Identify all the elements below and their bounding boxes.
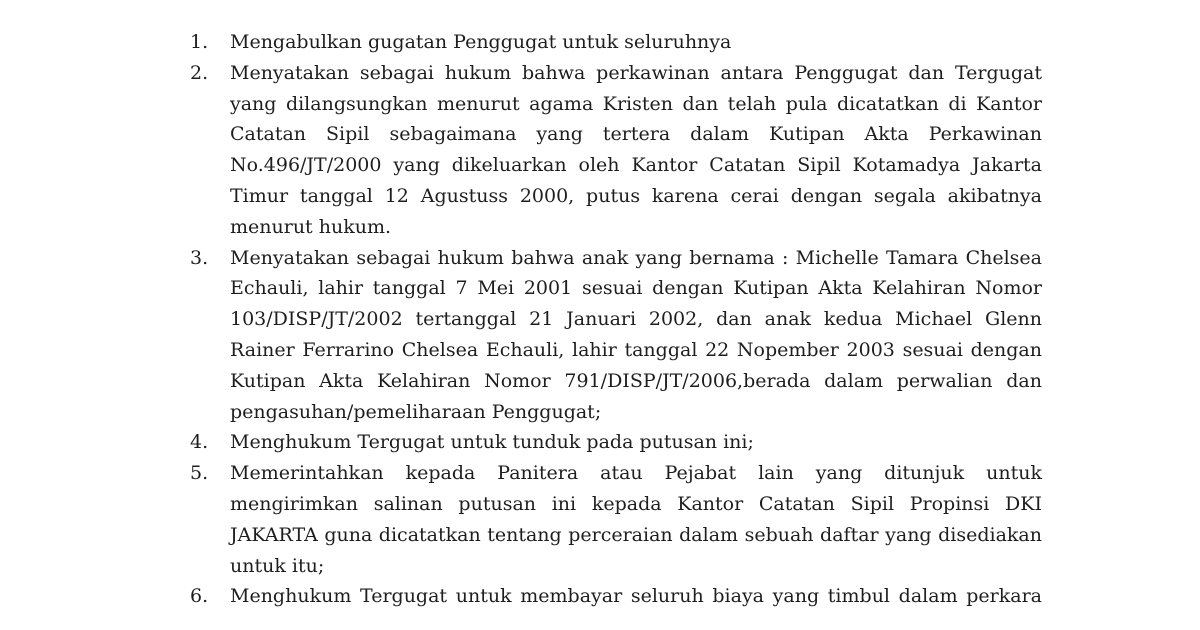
list-item: [190, 581, 1042, 612]
item-number: 3.: [190, 246, 209, 269]
item-text: Menghukum Tergugat untuk membayar seluruh biaya yang timbul dalam perkara: [230, 585, 1042, 608]
item-text: Menyatakan sebagai hukum bahwa anak yang bernama : Michelle Tamara Chelsea Echauli, lahir tanggal 7 Mei 2001 sesuai dengan Kutipan Akta Kelahiran Nomor 103/DISP/JT/2002 tertanggal 21 Januari 2002, dan anak kedua Michael Glenn Rainer Ferrarino Chelsea Echauli, lahir tanggal 22 Nopember 2003 sesuai dengan Kutipan Akta Kelahiran Nomor 791/DISP/JT/2006,berada dalam perwalian dan pengasuhan/pemeliharaan Penggugat;: [230, 246, 1042, 423]
item-number: 5.: [190, 462, 209, 485]
item-text: Memerintahkan kepada Panitera atau Pejabat lain yang ditunjuk untuk mengirimkan salinan putusan ini kepada Kantor Catatan Sipil Propinsi DKI JAKARTA guna dicatatkan tentang perceraian dalam sebuah daftar yang disediakan untuk itu;: [230, 462, 1042, 577]
list-item: [190, 427, 1042, 458]
item-number: 6.: [190, 585, 209, 608]
list-item: [190, 27, 1042, 58]
list-item: [190, 243, 1042, 428]
item-number: 4.: [190, 431, 209, 454]
list-item: [190, 458, 1042, 581]
item-text: Menghukum Tergugat untuk tunduk pada putusan ini;: [230, 431, 754, 454]
verdict-list: [190, 27, 1042, 612]
list-item: [190, 58, 1042, 243]
item-text: Menyatakan sebagai hukum bahwa perkawinan antara Penggugat dan Tergugat yang dilangsungkan menurut agama Kristen dan telah pula dicatatkan di Kantor Catatan Sipil sebagaimana yang tertera dalam Kutipan Akta Perkawinan No.496/JT/2000 yang dikeluarkan oleh Kantor Catatan Sipil Kotamadya Jakarta Timur tanggal 12 Agustuss 2000, putus karena cerai dengan segala akibatnya menurut hukum.: [230, 61, 1042, 238]
item-number: 2.: [190, 61, 209, 84]
item-number: 1.: [190, 31, 209, 53]
item-text: Mengabulkan gugatan Penggugat untuk seluruhnya: [230, 31, 732, 53]
